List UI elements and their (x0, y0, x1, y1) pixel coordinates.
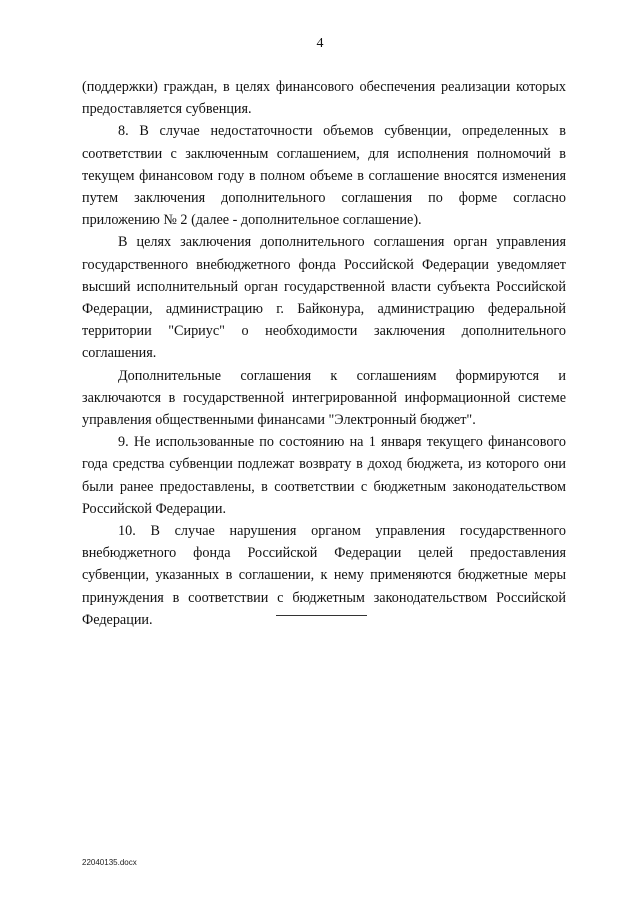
page-number: 4 (316, 36, 324, 51)
paragraph-additional-agreement-notice: В целях заключения дополнительного соглашения орган управления государственного внебюджетного фонда Российской Федерации уведомляет высший исполнительный орган государственной власти субъекта Российской Федерации, администрацию г. Байконура, администрацию федеральной территории "Сириус" о необходимости заключения дополнительного соглашения. (82, 234, 566, 362)
paragraph-additional-agreements-system: Дополнительные соглашения к соглашениям формируются и заключаются в государственной интегрированной информационной системе управления общественными финансами "Электронный бюджет". (82, 367, 566, 429)
end-of-text-divider (276, 615, 367, 616)
footer-filename: 22040135.docx (82, 858, 137, 867)
document-body (82, 76, 566, 631)
paragraph-item-9: 9. Не использованные по состоянию на 1 января текущего финансового года средства субвенции подлежат возврату в доход бюджета, из которого они были ранее предоставлены, в соответствии с бюджетным законодательством Российской Федерации. (82, 434, 566, 517)
paragraph-item-8: 8. В случае недостаточности объемов субвенции, определенных в соответствии с заключенным соглашением, для исполнения полномочий в текущем финансовом году в полном объеме в соглашение вносятся изменения путем заключения дополнительного соглашения по форме согласно приложению № 2 (далее - дополнительное соглашение). (82, 123, 566, 229)
paragraph-continuation: (поддержки) граждан, в целях финансового обеспечения реализации которых предоставляется субвенция. (82, 79, 566, 118)
paragraph-item-10: 10. В случае нарушения органом управления государственного внебюджетного фонда Российской Федерации целей предоставления субвенции, указанных в соглашении, к нему применяются бюджетные меры принуждения в соответствии с бюджетным законодательством Российской Федерации. (82, 523, 566, 628)
